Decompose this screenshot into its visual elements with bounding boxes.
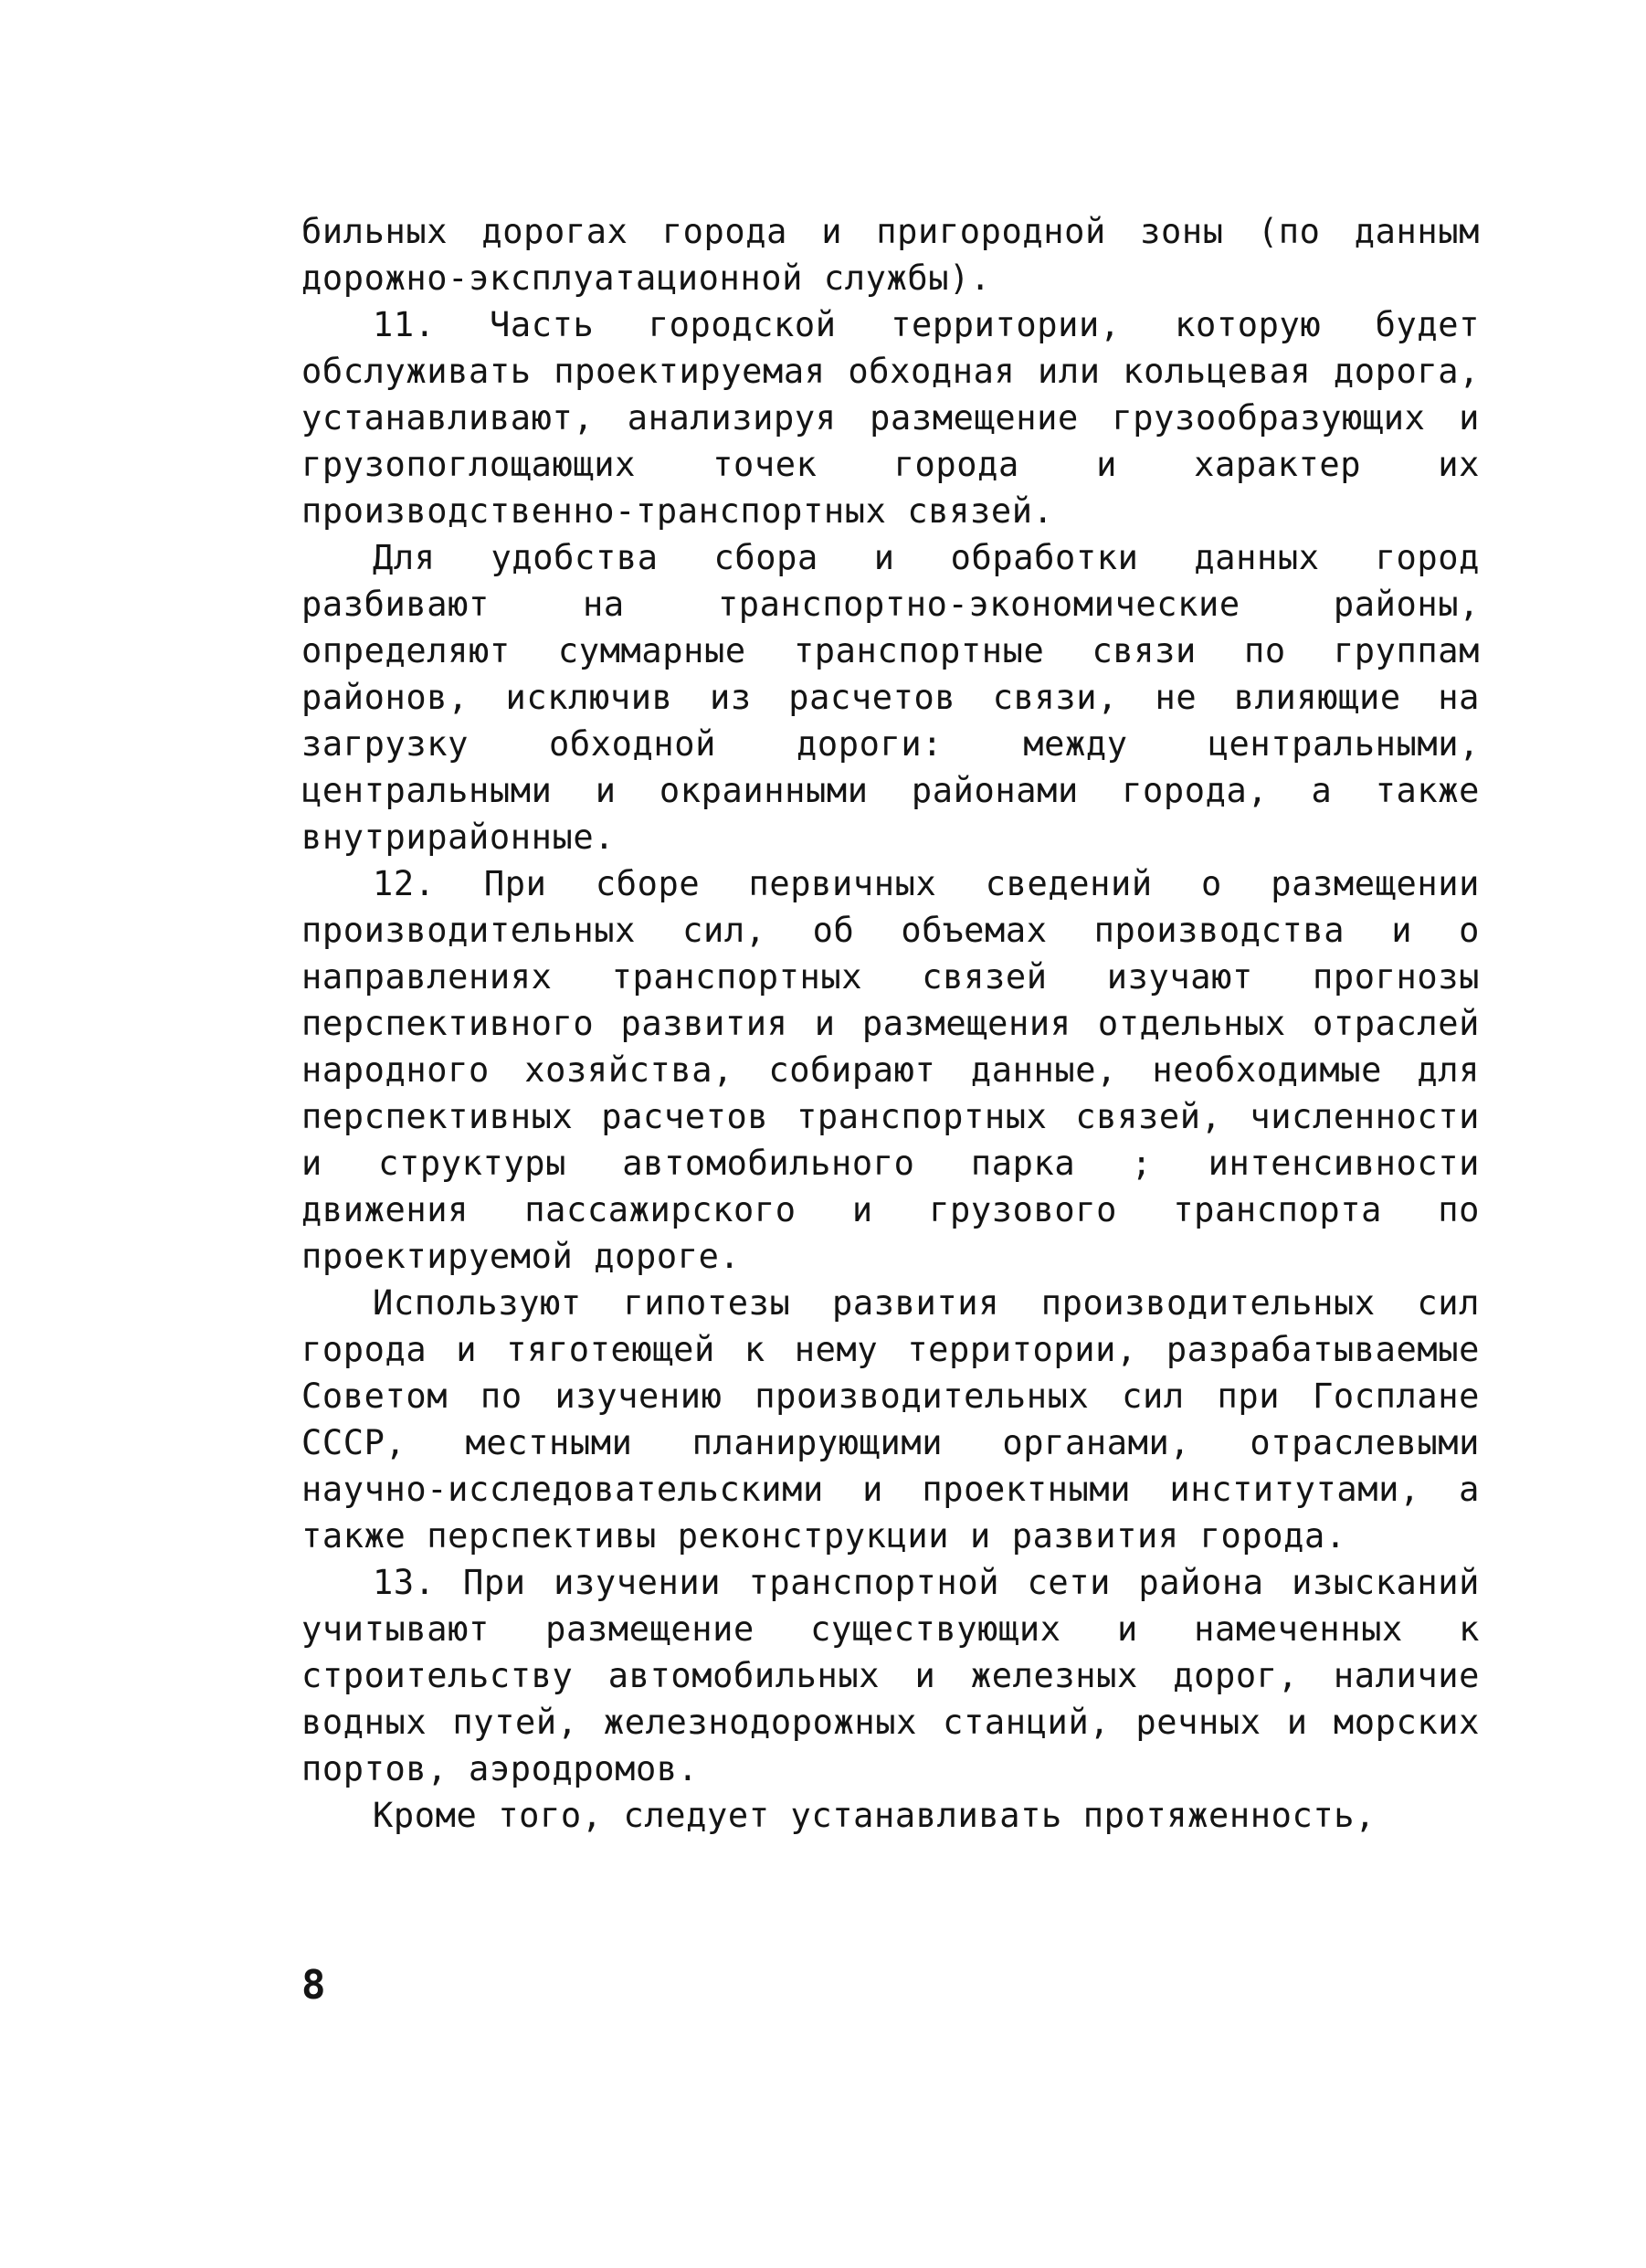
paragraph-item-11: 11. Часть городской территории, которую будет обслуживать проектируемая обходная или кольцевая дорога, устанавливают, анализируя размещение грузообразующих и грузопоглощающих точек города и характер их производственно-транспортных связей.: [301, 305, 1480, 531]
paragraph-item-12: 12. При сборе первичных сведений о размещении производительных сил, об объемах производства и о направлениях транспортных связей изучают прогнозы перспективного развития и размещения отдельных отраслей народного хозяйства, собирают данные, необходимые для перспективных расчетов транспортных связей, численности и структуры автомобильного парка ; интенсивности движения пассажирского и грузового транспорта по проектируемой дороге.: [301, 864, 1480, 1276]
paragraph-item-13: 13. При изучении транспортной сети района изысканий учитывают размещение существующих и намеченных к строительству автомобильных и железных дорог, наличие водных путей, железнодорожных станций, речных и морских портов, аэродромов.: [301, 1563, 1480, 1788]
paragraph-hypotheses: Используют гипотезы развития производительных сил города и тяготеющей к нему территории, разрабатываемые Советом по изучению производительных сил при Госплане СССР, местными планирующими органами, отраслевыми научно-исследовательскими и проектными институтами, а также перспективы реконструкции и развития города.: [301, 1283, 1480, 1556]
paragraph-continuation: бильных дорогах города и пригородной зоны (по данным дорожно-эксплуатационной службы).: [301, 212, 1480, 298]
paragraph-final: Кроме того, следует устанавливать протяженность,: [373, 1796, 1377, 1835]
page-number: 8: [301, 1962, 326, 2009]
body-text: [301, 208, 1480, 1839]
paragraph-districts: Для удобства сбора и обработки данных город разбивают на транспортно-экономические районы, определяют суммарные транспортные связи по группам районов, исключив из расчетов связи, не влияющие на загрузку обходной дороги: между центральными, центральными и окраинными районами города, а также внутрирайонные.: [301, 538, 1480, 857]
